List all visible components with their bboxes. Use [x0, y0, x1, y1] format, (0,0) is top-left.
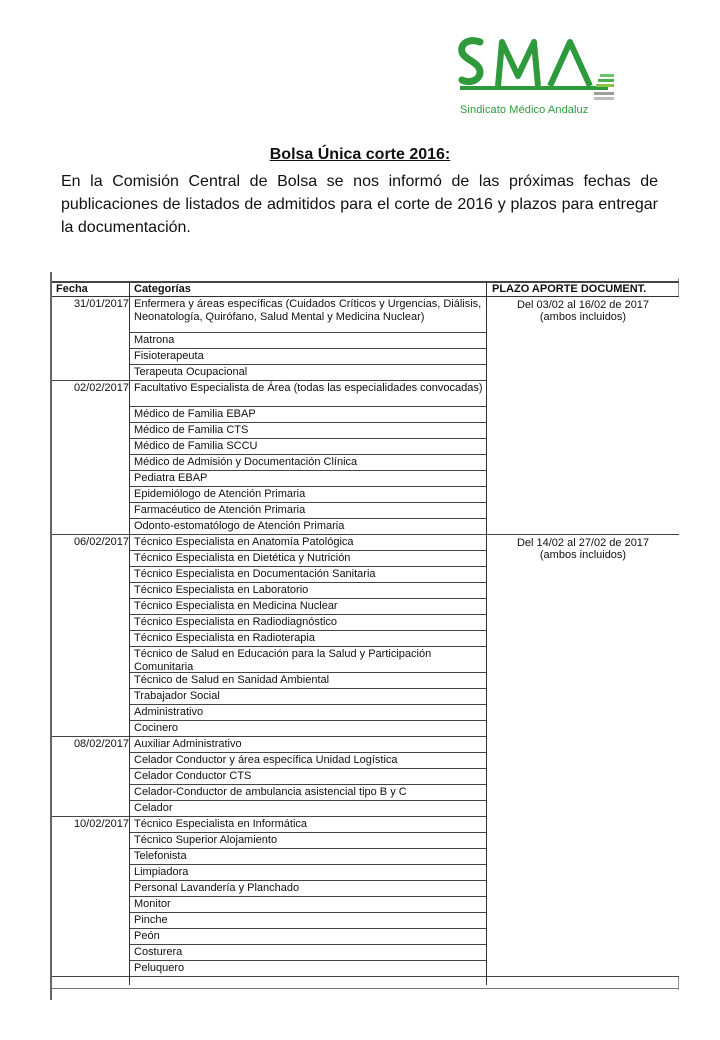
scan-border-bottom: [52, 988, 679, 989]
category-cell: Técnico de Salud en Sanidad Ambiental: [134, 674, 330, 686]
plazo-dates: Del 14/02 al 27/02 de 2017: [516, 537, 650, 549]
category-cell: Telefonista: [134, 850, 187, 862]
plazo-cell: [488, 537, 678, 561]
category-cell: Trabajador Social: [134, 690, 220, 702]
table-header: [52, 283, 679, 297]
category-cell: Costurera: [134, 946, 183, 958]
category-cell: Técnico Especialista en Medicina Nuclear: [134, 600, 338, 612]
category-cell: Fisioterapeuta: [134, 350, 204, 362]
column-divider: [129, 283, 130, 985]
date-column-span: [52, 817, 129, 976]
category-cell: Celador: [134, 802, 173, 814]
category-cell: Epidemiólogo de Atención Primaria: [134, 488, 306, 500]
category-cell: Técnico Especialista en Laboratorio: [134, 584, 309, 596]
category-cell: Personal Lavandería y Planchado: [134, 882, 300, 894]
date-cell: 31/01/2017: [73, 298, 129, 310]
category-cell: Facultativo Especialista de Área (todas las especialidades convocadas): [134, 382, 483, 394]
plazo-divider: [486, 534, 679, 535]
date-cell: 08/02/2017: [73, 738, 129, 750]
sma-logo-mark: [458, 36, 618, 106]
header-categorias: Categorías: [134, 283, 191, 295]
header-plazo: PLAZO APORTE DOCUMENT.: [492, 283, 647, 295]
category-cell: Peluquero: [134, 962, 185, 974]
category-cell: Pediatra EBAP: [134, 472, 208, 484]
category-cell: Pinche: [134, 914, 168, 926]
category-cell: Técnico Especialista en Informática: [134, 818, 308, 830]
category-cell: Técnico Especialista en Dietética y Nutrición: [134, 552, 351, 564]
category-cell: Técnico Especialista en Radiodiagnóstico: [134, 616, 338, 628]
category-cell: Médico de Familia CTS: [134, 424, 249, 436]
category-cell: Monitor: [134, 898, 171, 910]
category-cell: Administrativo: [134, 706, 204, 718]
table-body: [52, 297, 679, 977]
plazo-divider: [486, 976, 679, 977]
category-cell: Farmacéutico de Atención Primaria: [134, 504, 306, 516]
category-cell: Peón: [134, 930, 160, 942]
date-column-span: [52, 381, 129, 534]
header-fecha: Fecha: [56, 283, 88, 295]
page-title: Bolsa Única corte 2016:: [269, 146, 451, 163]
category-cell: Auxiliar Administrativo: [134, 738, 242, 750]
plazo-note: (ambos incluidos): [539, 311, 627, 323]
category-cell: Celador-Conductor de ambulancia asistencial tipo B y C: [134, 786, 407, 798]
plazo-cell: [488, 299, 678, 323]
category-cell: Enfermera y áreas específicas (Cuidados Críticos y Urgencias, Diálisis, Neonatología, Quirófano, Salud Mental y Medicina Nuclear): [134, 298, 482, 323]
category-cell: Médico de Admisión y Documentación Clínica: [134, 456, 358, 468]
plazo-note: (ambos incluidos): [539, 549, 627, 561]
category-cell: Técnico de Salud en Educación para la Salud y Participación Comunitaria: [134, 648, 432, 673]
schedule-table: [52, 283, 679, 977]
category-cell: Técnico Superior Alojamiento: [134, 834, 278, 846]
category-cell: Médico de Familia SCCU: [134, 440, 258, 452]
category-cell: Médico de Familia EBAP: [134, 408, 256, 420]
category-cell: Terapeuta Ocupacional: [134, 366, 248, 378]
category-cell: Técnico Especialista en Anatomía Patológica: [134, 536, 354, 548]
date-cell: 02/02/2017: [73, 382, 129, 394]
logo-subtitle: Sindicato Médico Andaluz: [460, 104, 589, 116]
plazo-dates: Del 03/02 al 16/02 de 2017: [516, 299, 650, 311]
plazo-span: [487, 535, 679, 976]
category-cell: Celador Conductor y área específica Unidad Logística: [134, 754, 398, 766]
category-cell: Técnico Especialista en Documentación Sanitaria: [134, 568, 376, 580]
date-column-span: [52, 535, 129, 736]
category-cell: Limpiadora: [134, 866, 189, 878]
category-cell: Técnico Especialista en Radioterapia: [134, 632, 315, 644]
date-cell: 06/02/2017: [73, 536, 129, 548]
category-cell: Matrona: [134, 334, 175, 346]
category-cell: Odonto-estomatólogo de Atención Primaria: [134, 520, 345, 532]
intro-paragraph: En la Comisión Central de Bolsa se nos informó de las próximas fechas de publicaciones de listados de admitidos para el corte de 2016 y plazos para entregar la documentación.: [61, 173, 658, 236]
category-cell: Celador Conductor CTS: [134, 770, 252, 782]
sma-logo: [458, 36, 628, 120]
category-cell: Cocinero: [134, 722, 179, 734]
plazo-span: [487, 297, 679, 534]
date-cell: 10/02/2017: [73, 818, 129, 830]
